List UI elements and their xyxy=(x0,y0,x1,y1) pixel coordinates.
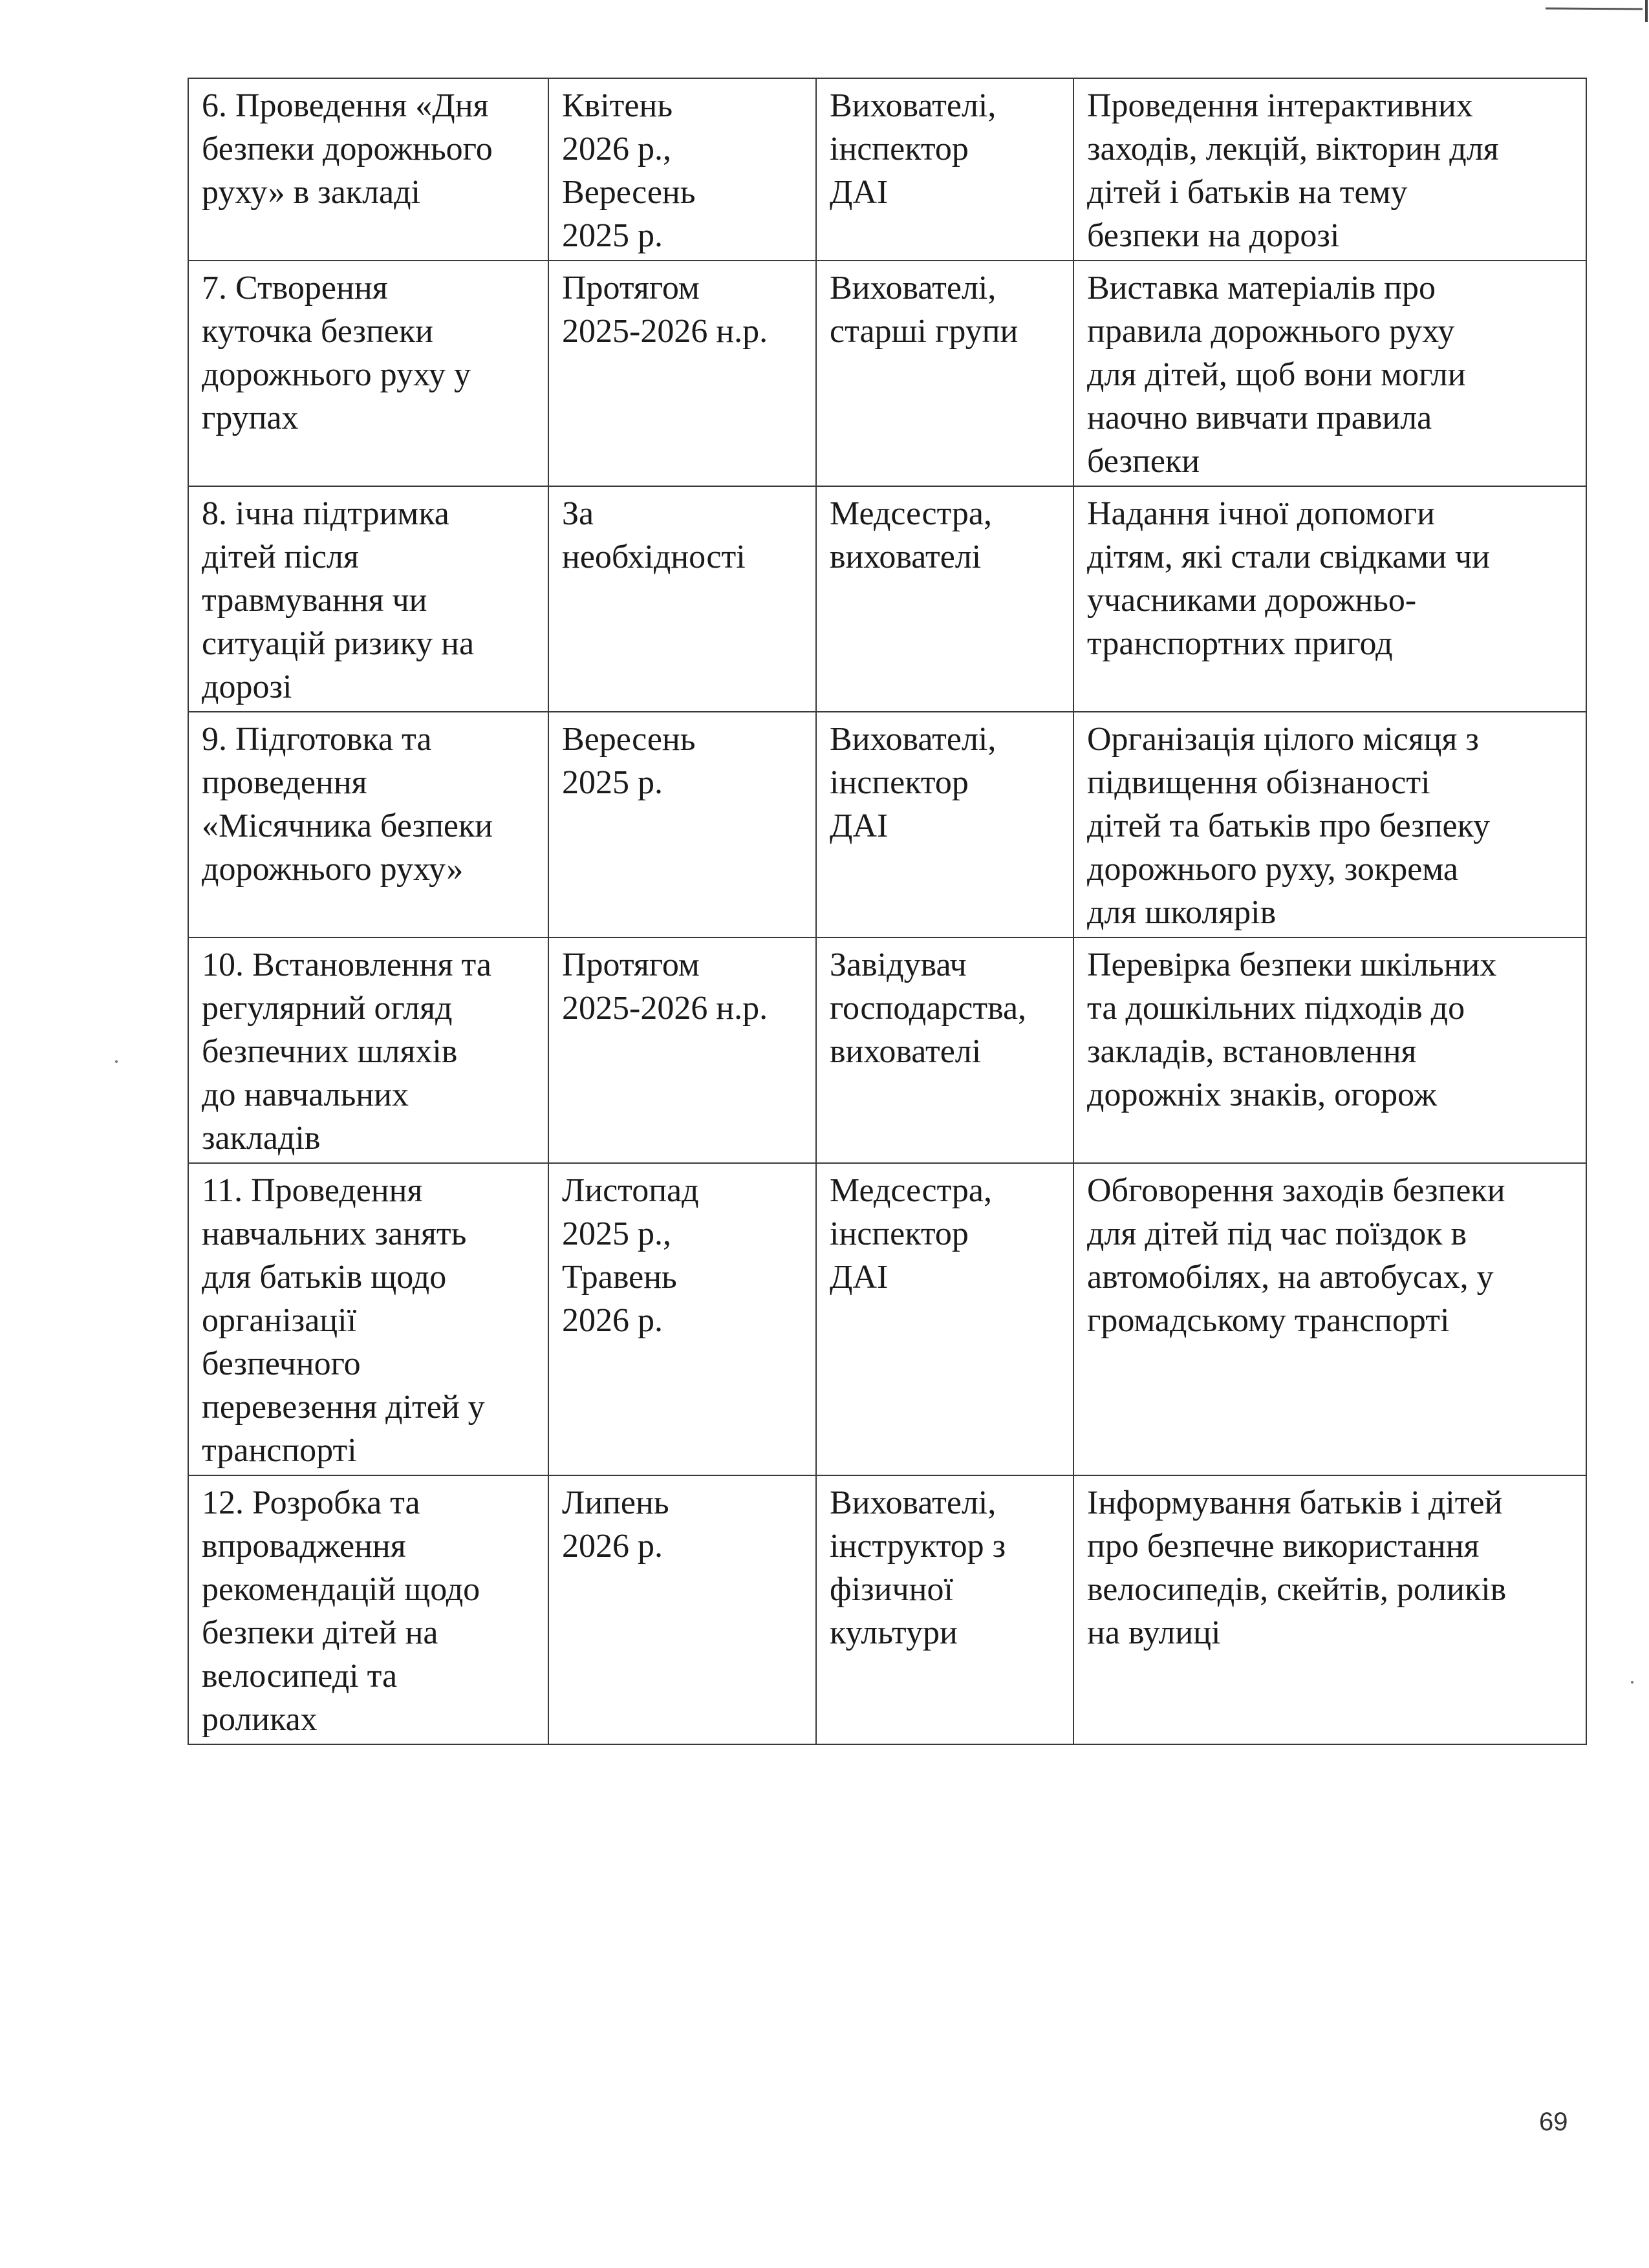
event-text: 11. Проведення навчальних занять для батьків щодо організації безпечного перевезення дітей у транспорті xyxy=(202,1172,485,1469)
responsible-cell xyxy=(816,486,1073,712)
term-text: Вересень 2025 р. xyxy=(562,721,696,801)
event-cell xyxy=(188,1475,548,1744)
responsible-cell xyxy=(816,261,1073,486)
description-cell xyxy=(1073,486,1586,712)
page-number: 69 xyxy=(1539,2108,1568,2136)
term-cell xyxy=(548,486,816,712)
event-text: 8. ічна підтримка дітей після травмування чи ситуацій ризику на дорозі xyxy=(202,495,475,705)
event-text: 10. Встановлення та регулярний огляд безпечних шляхів до навчальних закладів xyxy=(202,947,491,1157)
description-cell xyxy=(1073,1475,1586,1744)
responsible-text: Вихователі, інспектор ДАІ xyxy=(830,87,997,211)
term-text: За необхідності xyxy=(562,495,746,575)
description-cell xyxy=(1073,1163,1586,1475)
table-row xyxy=(188,937,1586,1163)
description-cell xyxy=(1073,78,1586,261)
responsible-text: Вихователі, старші групи xyxy=(830,270,1018,350)
responsible-text: Вихователі, інструктор з фізичної культури xyxy=(830,1484,1006,1651)
term-cell xyxy=(548,712,816,937)
responsible-text: Завідувач господарства, вихователі xyxy=(830,947,1027,1070)
event-text: 12. Розробка та впровадження рекомендацій щодо безпеки дітей на велосипеді та роликах xyxy=(202,1484,480,1738)
event-text: 9. Підготовка та проведення «Місячника безпеки дорожнього руху» xyxy=(202,721,493,888)
scan-speck xyxy=(115,1060,118,1063)
responsible-text: Вихователі, інспектор ДАІ xyxy=(830,721,997,844)
term-cell xyxy=(548,78,816,261)
safety-events-table xyxy=(188,78,1587,1745)
responsible-cell xyxy=(816,712,1073,937)
responsible-text: Медсестра, вихователі xyxy=(830,495,993,575)
description-text: Перевірка безпеки шкільних та дошкільних підходів до закладів, встановлення дорожніх знаків, огорож xyxy=(1087,947,1497,1113)
event-cell xyxy=(188,1163,548,1475)
event-cell xyxy=(188,712,548,937)
responsible-cell xyxy=(816,1163,1073,1475)
scan-speck xyxy=(1631,1681,1633,1684)
description-text: Обговорення заходів безпеки для дітей під час поїздок в автомобілях, на автобусах, у громадському транспорті xyxy=(1087,1172,1505,1339)
responsible-cell xyxy=(816,937,1073,1163)
event-cell xyxy=(188,261,548,486)
description-text: Виставка матеріалів про правила дорожнього руху для дітей, щоб вони могли наочно вивчати правила безпеки xyxy=(1087,270,1466,480)
event-cell xyxy=(188,486,548,712)
term-text: Листопад 2025 р., Травень 2026 р. xyxy=(562,1172,699,1339)
term-cell xyxy=(548,937,816,1163)
description-text: Проведення інтерактивних заходів, лекцій, вікторин для дітей і батьків на тему безпеки на дорозі xyxy=(1087,87,1499,254)
description-cell xyxy=(1073,261,1586,486)
event-text: 6. Проведення «Дня безпеки дорожнього руху» в закладі xyxy=(202,87,493,211)
description-text: Надання ічної допомоги дітям, які стали свідками чи учасниками дорожньо- транспортних пригод xyxy=(1087,495,1490,662)
description-text: Організація цілого місяця з підвищення обізнаності дітей та батьків про безпеку дорожнього руху, зокрема для школярів xyxy=(1087,721,1491,931)
table-row xyxy=(188,261,1586,486)
table-row xyxy=(188,1163,1586,1475)
term-cell xyxy=(548,1163,816,1475)
responsible-text: Медсестра, інспектор ДАІ xyxy=(830,1172,993,1296)
responsible-cell xyxy=(816,78,1073,261)
table-row xyxy=(188,712,1586,937)
event-cell xyxy=(188,78,548,261)
responsible-cell xyxy=(816,1475,1073,1744)
description-text: Інформування батьків і дітей про безпечне використання велосипедів, скейтів, роликів на вулиці xyxy=(1087,1484,1507,1651)
term-text: Липень 2026 р. xyxy=(562,1484,669,1565)
term-text: Квітень 2026 р., Вересень 2025 р. xyxy=(562,87,696,254)
description-cell xyxy=(1073,712,1586,937)
table-row xyxy=(188,1475,1586,1744)
term-text: Протягом 2025-2026 н.р. xyxy=(562,947,768,1027)
term-cell xyxy=(548,261,816,486)
table-row xyxy=(188,486,1586,712)
event-text: 7. Створення куточка безпеки дорожнього руху у групах xyxy=(202,270,471,436)
scan-corner-mark xyxy=(1645,0,1648,22)
description-cell xyxy=(1073,937,1586,1163)
term-text: Протягом 2025-2026 н.р. xyxy=(562,270,768,350)
table-row xyxy=(188,78,1586,261)
event-cell xyxy=(188,937,548,1163)
term-cell xyxy=(548,1475,816,1744)
scan-edge-mark xyxy=(1546,7,1643,10)
